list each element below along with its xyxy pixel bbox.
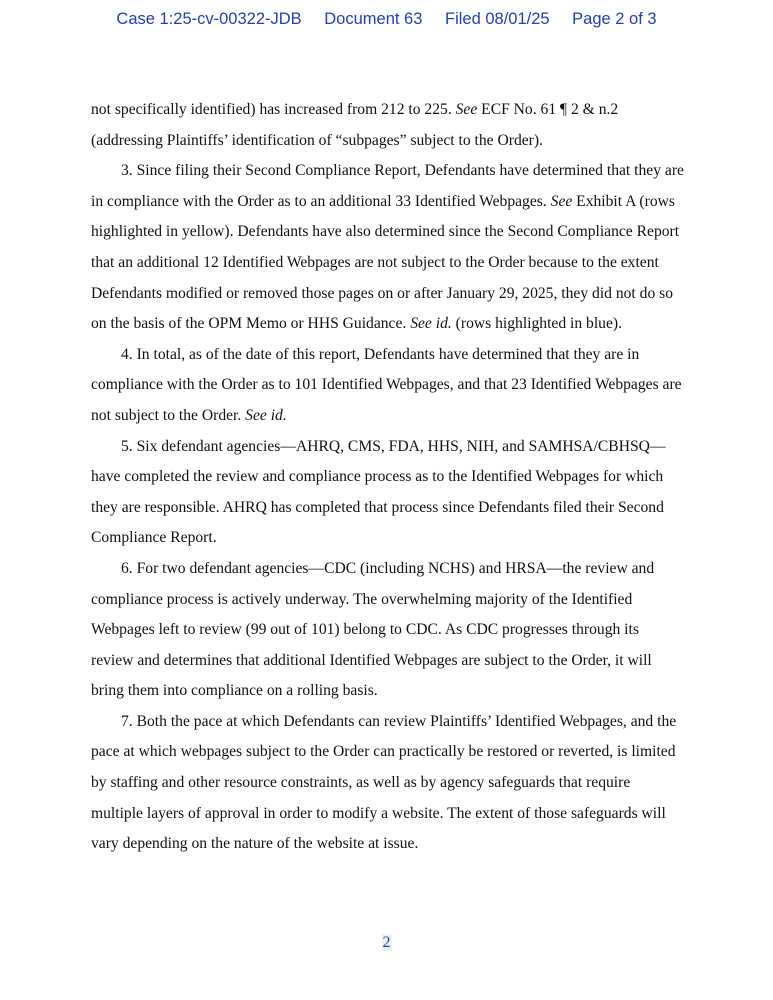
text-run: Exhibit A (rows highlighted in yellow). Defendants have also determined since the Second Compliance Report that an additional 12 Identified Webpages are not subject to the Order because to the extent Defendants modified or removed those pages on or after January 29, 2025, they did not do so on the basis of the OPM Memo or HHS Guidance. — [91, 192, 680, 333]
paragraph-continuation — [91, 95, 685, 156]
citation-signal: See — [550, 192, 573, 210]
filed-date: Filed 08/01/25 — [445, 10, 550, 28]
text-run: 5. Six defendant agencies—AHRQ, CMS, FDA, HHS, NIH, and SAMHSA/CBHSQ—have completed the review and compliance process as to the Identified Webpages for which they are responsible. AHRQ has completed that process since Defendants filed their Second Compliance Report. — [91, 437, 666, 547]
paragraph-3 — [91, 156, 685, 340]
paragraph-7 — [91, 707, 685, 860]
document-number: Document 63 — [324, 10, 423, 28]
paragraph-4 — [91, 340, 685, 432]
case-number: Case 1:25-cv-00322-JDB — [116, 10, 302, 28]
paragraph-6 — [91, 554, 685, 707]
citation-signal: See id. — [410, 315, 452, 333]
text-run: 6. For two defendant agencies—CDC (including NCHS) and HRSA—the review and compliance process is actively underway. The overwhelming majority of the Identified Webpages left to review (99 out of 101) belong to CDC. As CDC progresses through its review and determines that additional Identified Webpages are subject to the Order, it will bring them into compliance on a rolling basis. — [91, 559, 655, 700]
text-run: ECF No. 61 ¶ 2 & n.2 (addressing Plaintiffs’ identification of “subpages” subject to the Order). — [91, 101, 619, 149]
citation-signal: See id. — [245, 406, 287, 424]
paragraph-5 — [91, 432, 685, 554]
page-footer — [0, 934, 773, 952]
ecf-header — [0, 10, 773, 29]
text-run: 3. Since filing their Second Compliance Report, Defendants have determined that they are in compliance with the Order as to an additional 33 Identified Webpages. — [91, 162, 684, 210]
text-run: 7. Both the pace at which Defendants can review Plaintiffs’ Identified Webpages, and the pace at which webpages subject to the Order can practically be restored or reverted, is limited by staffing and other resource constraints, as well as by agency safeguards that require multiple layers of approval in order to modify a website. The extent of those safeguards will vary depending on the nature of the website at issue. — [91, 712, 677, 853]
citation-signal: See — [455, 101, 478, 118]
text-run: (rows highlighted in blue). — [451, 315, 622, 333]
page-indicator: Page 2 of 3 — [572, 10, 657, 28]
page-number: 2 — [382, 934, 391, 951]
text-run: 4. In total, as of the date of this report, Defendants have determined that they are in compliance with the Order as to 101 Identified Webpages, and that 23 Identified Webpages are not subject to the Order. — [91, 345, 682, 424]
body-text — [91, 95, 685, 860]
text-run: not specifically identified) has increased from 212 to 225. — [91, 101, 456, 118]
